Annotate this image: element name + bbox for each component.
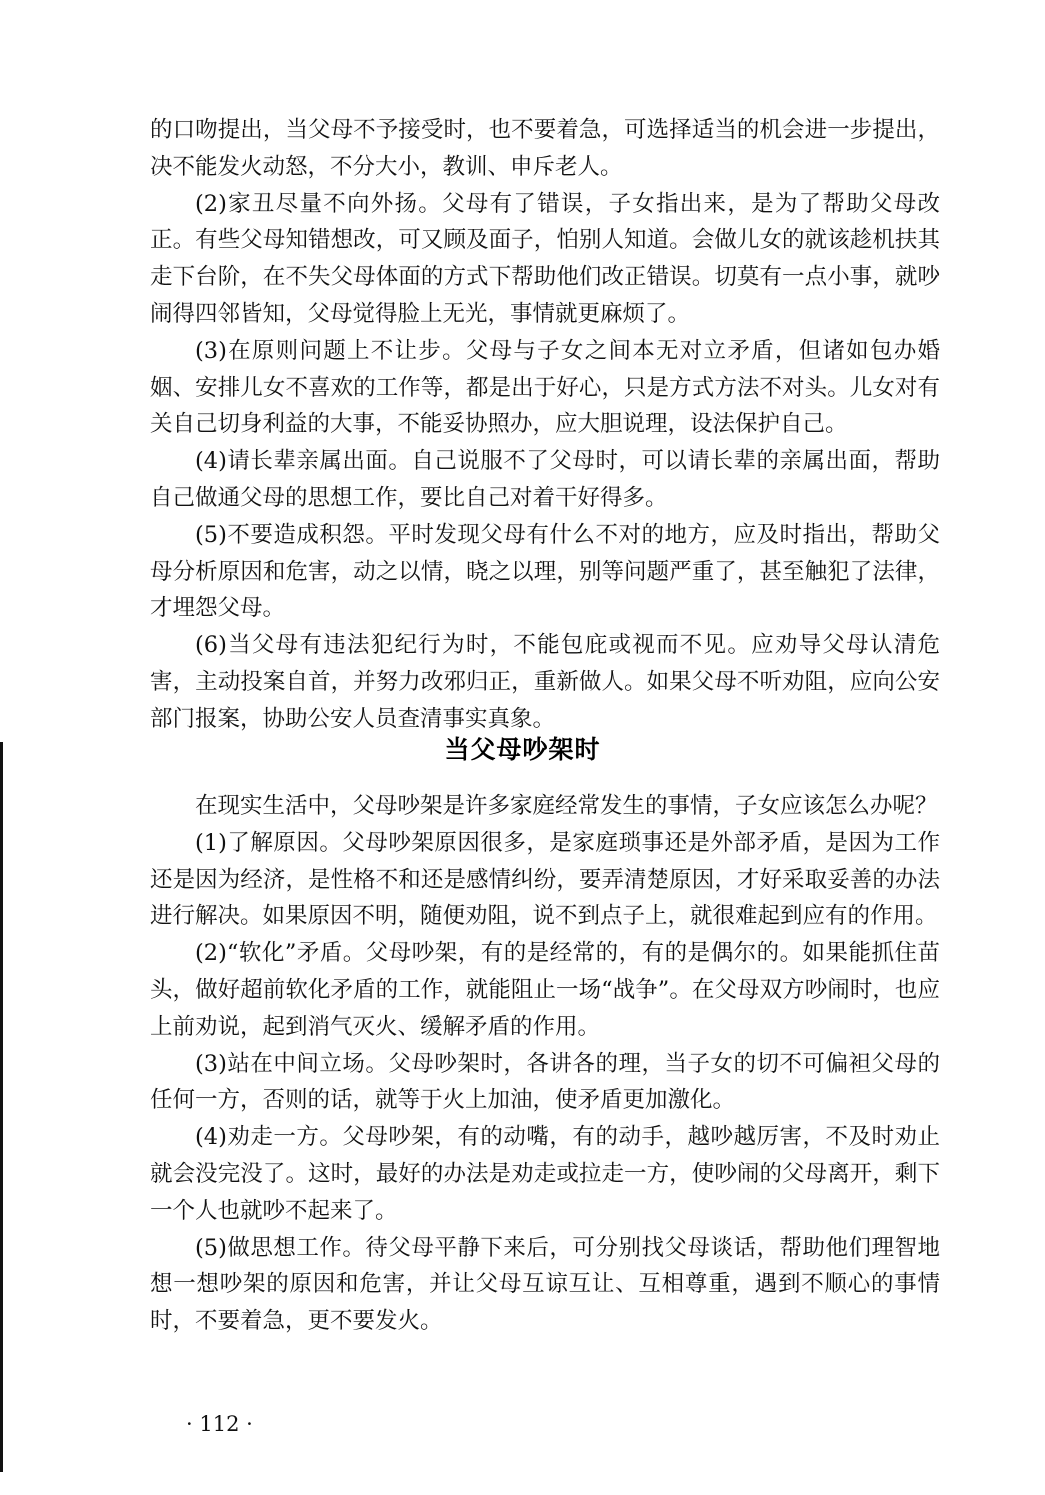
paragraph-item-3: (3)在原则问题上不让步。父母与子女之间本无对立矛盾，但诸如包办婚姻、安排儿女不喜欢的工作等，都是出于好心，只是方式方法不对头。儿女对有关自己切身利益的大事，不能妥协照办，应大胆说理，设法保护自己。	[150, 337, 940, 438]
top-text-block	[150, 112, 940, 738]
paragraph-item-5: (5)不要造成积怨。平时发现父母有什么不对的地方，应及时指出，帮助父母分析原因和危害，动之以情，晓之以理，别等问题严重了，甚至触犯了法律，才埋怨父母。	[150, 521, 940, 622]
page-number: · 112 ·	[186, 1412, 253, 1436]
paragraph-tip-4: (4)劝走一方。父母吵架，有的动嘴，有的动手，越吵越厉害，不及时劝止就会没完没了。这时，最好的办法是劝走或拉走一方，使吵闹的父母离开，剩下一个人也就吵不起来了。	[150, 1124, 940, 1224]
paragraph-tip-5: (5)做思想工作。待父母平静下来后，可分别找父母谈话，帮助他们理智地想一想吵架的原因和危害，并让父母互谅互让、互相尊重，遇到不顺心的事情时，不要着急，更不要发火。	[150, 1234, 940, 1335]
paragraph-item-6: (6)当父母有违法犯纪行为时，不能包庇或视而不见。应劝导父母认清危害，主动投案自首，并努力改邪归正，重新做人。如果父母不听劝阻，应向公安部门报案，协助公安人员查清事实真象。	[150, 632, 940, 732]
paragraph-continuation: 的口吻提出，当父母不予接受时，也不要着急，可选择适当的机会进一步提出，决不能发火动怒，不分大小，教训、申斥老人。	[150, 117, 940, 180]
paragraph-item-4: (4)请长辈亲属出面。自己说服不了父母时，可以请长辈的亲属出面，帮助自己做通父母的思想工作，要比自己对着干好得多。	[150, 448, 940, 511]
paragraph-item-2: (2)家丑尽量不向外扬。父母有了错误，子女指出来，是为了帮助父母改正。有些父母知错想改，可又顾及面子，怕别人知道。会做儿女的就该趁机扶其走下台阶，在不失父母体面的方式下帮助他们改正错误。切莫有一点小事，就吵闹得四邻皆知，父母觉得脸上无光，事情就更麻烦了。	[150, 190, 940, 327]
bottom-text-block	[150, 788, 940, 1340]
paragraph-tip-1: (1)了解原因。父母吵架原因很多，是家庭琐事还是外部矛盾，是因为工作还是因为经济，是性格不和还是感情纠纷，要弄清楚原因，才好采取妥善的办法进行解决。如果原因不明，随便劝阻，说不到点子上，就很难起到应有的作用。	[150, 829, 940, 930]
paragraph-tip-2: (2)“软化”矛盾。父母吵架，有的是经常的，有的是偶尔的。如果能抓住苗头，做好超前软化矛盾的工作，就能阻止一场“战争”。在父母双方吵闹时，也应上前劝说，起到消气灭火、缓解矛盾的作用。	[150, 940, 940, 1040]
section-title: 当父母吵架时	[444, 735, 601, 764]
paragraph-tip-3: (3)站在中间立场。父母吵架时，各讲各的理，当子女的切不可偏袒父母的任何一方，否则的话，就等于火上加油，使矛盾更加激化。	[150, 1050, 940, 1114]
paragraph-intro: 在现实生活中，父母吵架是许多家庭经常发生的事情，子女应该怎么办呢？	[195, 793, 938, 819]
scan-edge-divider	[0, 742, 3, 1472]
